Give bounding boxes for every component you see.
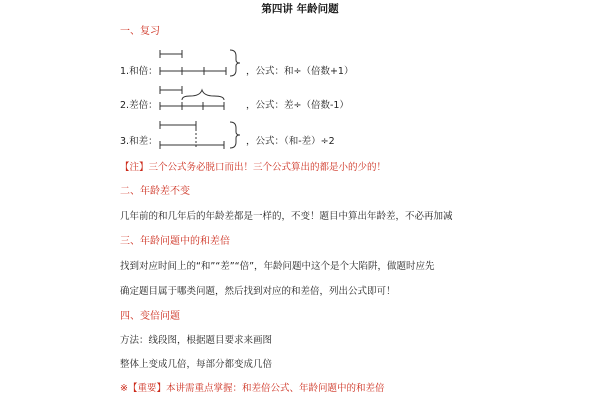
section-heading-age-diff: 二、年龄差不变: [120, 186, 190, 197]
footer-important-note: ※【重要】本讲需重点掌握：和差倍公式、年龄问题中的和差倍: [120, 383, 385, 394]
segment-diagram-sum-multiple: [160, 48, 250, 80]
change-multiple-line-1: 方法：线段图，根据题目要求来画图: [120, 335, 273, 346]
section-heading-change-multiple: 四、变倍问题: [120, 311, 180, 322]
segment-diagram-diff-multiple: [160, 84, 250, 116]
formula-sum-diff: ，公式：（和-差）÷2: [246, 136, 335, 147]
section-heading-sum-diff-multiple: 三、年龄问题中的和差倍: [120, 236, 230, 247]
item-label-diff-multiple: 2.差倍：: [120, 100, 158, 111]
formula-diff-multiple: ，公式：差÷（倍数-1）: [246, 100, 349, 111]
sum-diff-multiple-line-2: 确定题目属于哪类问题，然后找到对应的和差倍，列出公式即可！: [120, 286, 396, 297]
sum-diff-multiple-line-1: 找到对应时间上的“和”“差”“倍”，年龄问题中这个是个大陷阱，做题时应先: [120, 261, 435, 272]
item-label-sum-multiple: 1.和倍：: [120, 66, 158, 77]
formula-sum-multiple: ，公式：和÷（倍数+1）: [246, 66, 354, 77]
age-diff-text: 几年前的和几年后的年龄差都是一样的，不变！题目中算出年龄差，不必再加减: [120, 211, 453, 222]
change-multiple-line-2: 整体上变成几倍，每部分都变成几倍: [120, 359, 273, 370]
page-title: 第四讲 年龄问题: [261, 3, 339, 15]
segment-diagram-sum-diff: [160, 119, 250, 153]
item-label-sum-diff: 3.和差：: [120, 136, 158, 147]
formula-note: 【注】三个公式务必脱口而出！三个公式算出的都是小的少的！: [120, 162, 387, 173]
section-heading-review: 一、复习: [120, 26, 160, 37]
